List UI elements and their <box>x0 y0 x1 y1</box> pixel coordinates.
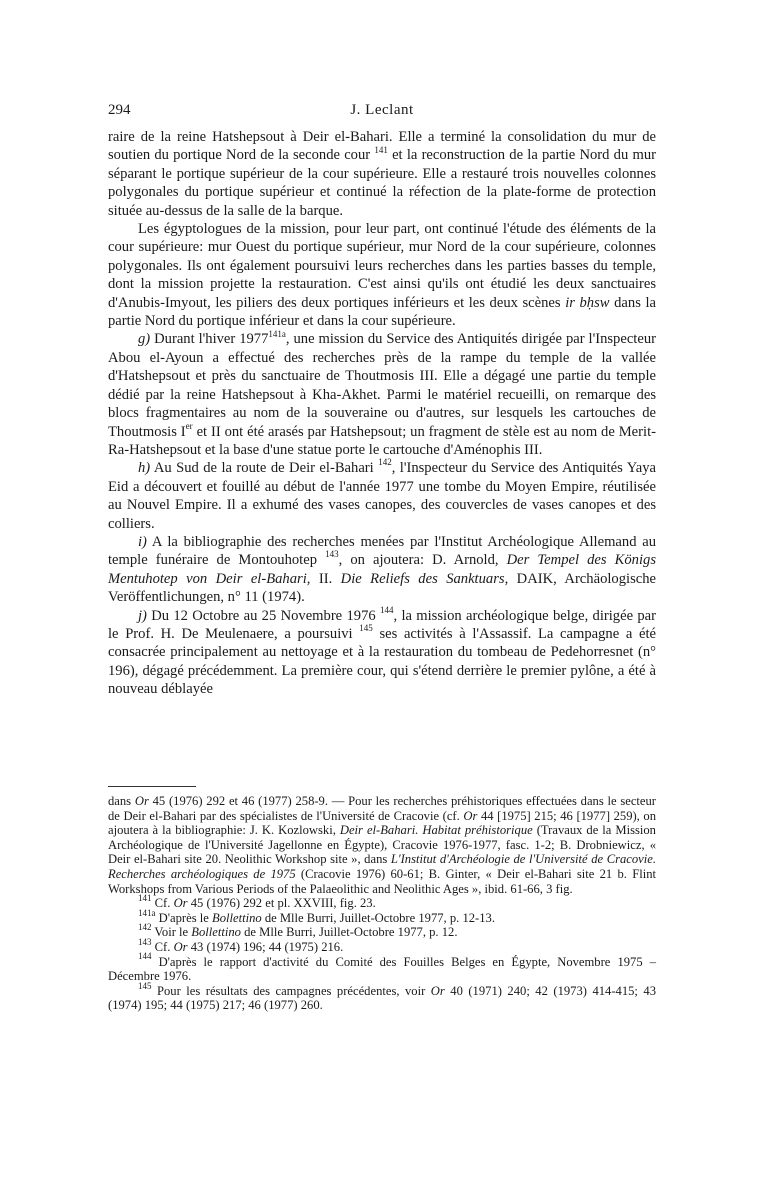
text-run: Durant l'hiver 1977 <box>154 331 269 348</box>
footnote-number: 141a <box>138 907 156 918</box>
footnote-number: 142 <box>138 922 152 933</box>
journal-abbrev: Or <box>134 794 149 808</box>
footnote-divider <box>108 786 196 787</box>
book-title: Der Tempel des Königs Mentuhotep von Deir el-Bahari <box>108 552 656 587</box>
journal-abbrev: Or <box>173 896 188 911</box>
footnote-144 <box>108 951 656 984</box>
paragraph-g <box>108 330 656 459</box>
text-run: de Mlle Burri, Juillet-Octobre 1977, p. 12. <box>244 925 458 940</box>
footnote-number: 143 <box>138 936 152 947</box>
text-run: Voir le <box>154 925 189 940</box>
section-label: i) <box>138 533 147 550</box>
text-run: ses activités à l'Assassif. La campagne a été consacrée principalement au nettoyage et à la restauration du tombeau de Pedehorresnet (n° 196), dégagé précédemment. La première cour, qui s'étend derrière le premier pylône, a été à nouveau déblayée <box>108 625 657 698</box>
text-run: Cf. <box>154 896 171 911</box>
footnote-143 <box>108 936 656 955</box>
footnote-number: 144 <box>138 951 152 962</box>
text-run: , DAIK, Archäologische Veröffentlichungen, n° 11 (1974). <box>108 570 656 606</box>
paragraph-continued <box>108 128 656 220</box>
italic-term: ir bḥsw <box>565 294 610 311</box>
text-run: (Travaux de la Mission Archéologique de l'Université Jagellonne en Égypte), Cracovie 1976-1977, fasc. 1-2; B. Drobniewicz, « Deir el-Bahari site 20. Neolithic Workshop site », dans <box>108 823 656 867</box>
journal-title: Bollettino <box>212 910 262 925</box>
text-run: de Mlle Burri, Juillet-Octobre 1977, p. 12-13. <box>264 910 495 925</box>
text-run: , on ajoutera: D. Arnold, <box>338 552 499 569</box>
text-run: Cf. <box>154 939 171 954</box>
text-run: Au Sud de la route de Deir el-Bahari <box>153 460 374 477</box>
text-run: , l'Inspecteur du Service des Antiquités Yaya Eid a découvert et fouillé au début de l'année 1977 une tombe du Moyen Empire, réutilisée au Nouvel Empire. Il a exhumé des vases canopes, des couvercles de vases canopes et des colliers. <box>108 460 657 532</box>
footnotes <box>108 794 656 1013</box>
footnote-ref: 141 <box>374 144 388 155</box>
footnote-141 <box>108 892 656 911</box>
footnote-number: 145 <box>138 980 152 991</box>
footnote-141a <box>108 907 656 926</box>
text-run: 44 [1975] 215; 46 [1977] 259), on ajoutera à la bibliographie: J. K. Kozlowski, <box>108 808 657 838</box>
footnote-ref: 141a <box>268 328 286 339</box>
footnote-ref: 144 <box>379 604 394 615</box>
text-run: et II ont été arasés par Hatshepsout; un fragment de stèle est au nom de Merit-Ra-Hatshepsout et la base d'une statue porte le cartouche d'Aménophis III. <box>108 423 656 458</box>
text-run: D'après le <box>158 910 209 925</box>
journal-abbrev: Or <box>173 939 188 954</box>
running-head: J. Leclant <box>350 102 414 118</box>
text-run: dans la partie Nord du portique inférieur et dans la cour supérieure. <box>108 294 656 330</box>
book-title: Deir el-Bahari. Habitat préhistorique <box>339 823 533 838</box>
body-text <box>108 128 656 699</box>
page-header <box>108 102 656 124</box>
paragraph-i <box>108 533 656 607</box>
page-number: 294 <box>108 102 131 118</box>
paragraph-j <box>108 604 657 699</box>
text-run: Du 12 Octobre au 25 Novembre 1976 <box>151 607 376 624</box>
footnote-145 <box>108 980 657 1013</box>
footnote-ref: 145 <box>359 623 373 634</box>
text-run: Les égyptologues de la mission, pour leur part, ont continué l'étude des éléments de la cour supérieure: mur Ouest du portique supérieur, mur Nord de la cour supérieure, colonnes polygonales. Ils ont également poursuivi leurs recherches dans les parties basses du temple, dont la mission projette la restauration. C'est ainsi qu'ils ont étudié les deux sanctuaires d'Anubis-Imyout, les piliers des deux portiques inférieurs et les deux scènes <box>108 221 656 311</box>
section-label: g) <box>138 331 151 348</box>
text-run: A la bibliographie des recherches menées par l'Institut Archéologique Allemand au temple funéraire de Montouhotep <box>108 533 657 569</box>
text-run: et la reconstruction de la partie Nord du mur séparant le portique supérieur de la cour supérieure. Elle a restauré trois nouvelles colonnes polygonales du portique supérieur et continué la réfection de la plate-forme de protection située au-dessus de la salle de la barque. <box>108 147 656 219</box>
text-run: (Cracovie 1976) 60-61; B. Ginter, « Deir el-Bahari site 21 b. Flint Workshops from Various Periods of the Palaeolithic and Neolithic Ages », ibid. 61-66, 3 fig. <box>108 866 656 896</box>
book-title: L'Institut d'Archéologie de l'Université de Cracovie. Recherches archéologiques de 1975 <box>108 852 656 881</box>
text-run: 45 (1976) 292 et 46 (1977) 258-9. — Pour les recherches préhistoriques effectuées dans le secteur de Deir el-Bahari par des spécialistes de l'Université de Cracovie (cf. <box>108 794 656 823</box>
text-run: dans <box>108 794 132 808</box>
journal-abbrev: Or <box>430 983 445 998</box>
book-subtitle: Die Reliefs des Sanktuars <box>340 570 505 587</box>
text-run: D'après le rapport d'activité du Comité des Fouilles Belges en Égypte, Novembre 1975 – Décembre 1976. <box>108 954 656 984</box>
text-run: 43 (1974) 196; 44 (1975) 216. <box>190 939 344 954</box>
footnote-ref: 143 <box>325 549 339 560</box>
journal-title: Bollettino <box>191 925 241 940</box>
text-run: , une mission du Service des Antiquités dirigée par l'Inspecteur Abou el-Ayoun a effectué des recherches près de la rampe du temple de la vallée d'Hatshepsout et près du sanctuaire de Thoutmosis III. Elle a dégagé une partie du temple dédié par la reine Hatshepsout à Kha-Akhet. Parmi le matériel recueilli, on remarque des blocs fragmentaires au nom de la souveraine ou d'autres, sur lesquels les cartouches de Thoutmosis I <box>108 331 656 440</box>
text-run: Pour les résultats des campagnes précédentes, voir <box>157 983 426 998</box>
footnote-ref: 142 <box>378 457 392 468</box>
journal-abbrev: Or <box>463 808 478 823</box>
footnote-number: 141 <box>138 892 152 903</box>
superscript: er <box>185 420 193 431</box>
footnote-continued <box>108 794 656 896</box>
section-label: j) <box>138 607 147 624</box>
footnote-142 <box>108 922 656 940</box>
text-run: 45 (1976) 292 et pl. XXVIII, fig. 23. <box>190 896 376 911</box>
paragraph-egyptologists <box>108 220 656 330</box>
text-run: , II. <box>306 570 333 587</box>
section-label: h) <box>138 460 151 477</box>
text-run: , la mission archéologique belge, dirigée par le Prof. H. De Meulenaere, a poursuivi <box>108 607 656 642</box>
text-run: raire de la reine Hatshepsout à Deir el-Bahari. Elle a terminé la consolidation du mur de soutien du portique Nord de la seconde cour <box>108 129 656 164</box>
paragraph-h <box>108 459 656 533</box>
text-run: 40 (1971) 240; 42 (1973) 414-415; 43 (1974) 195; 44 (1975) 217; 46 (1977) 260. <box>108 983 657 1013</box>
